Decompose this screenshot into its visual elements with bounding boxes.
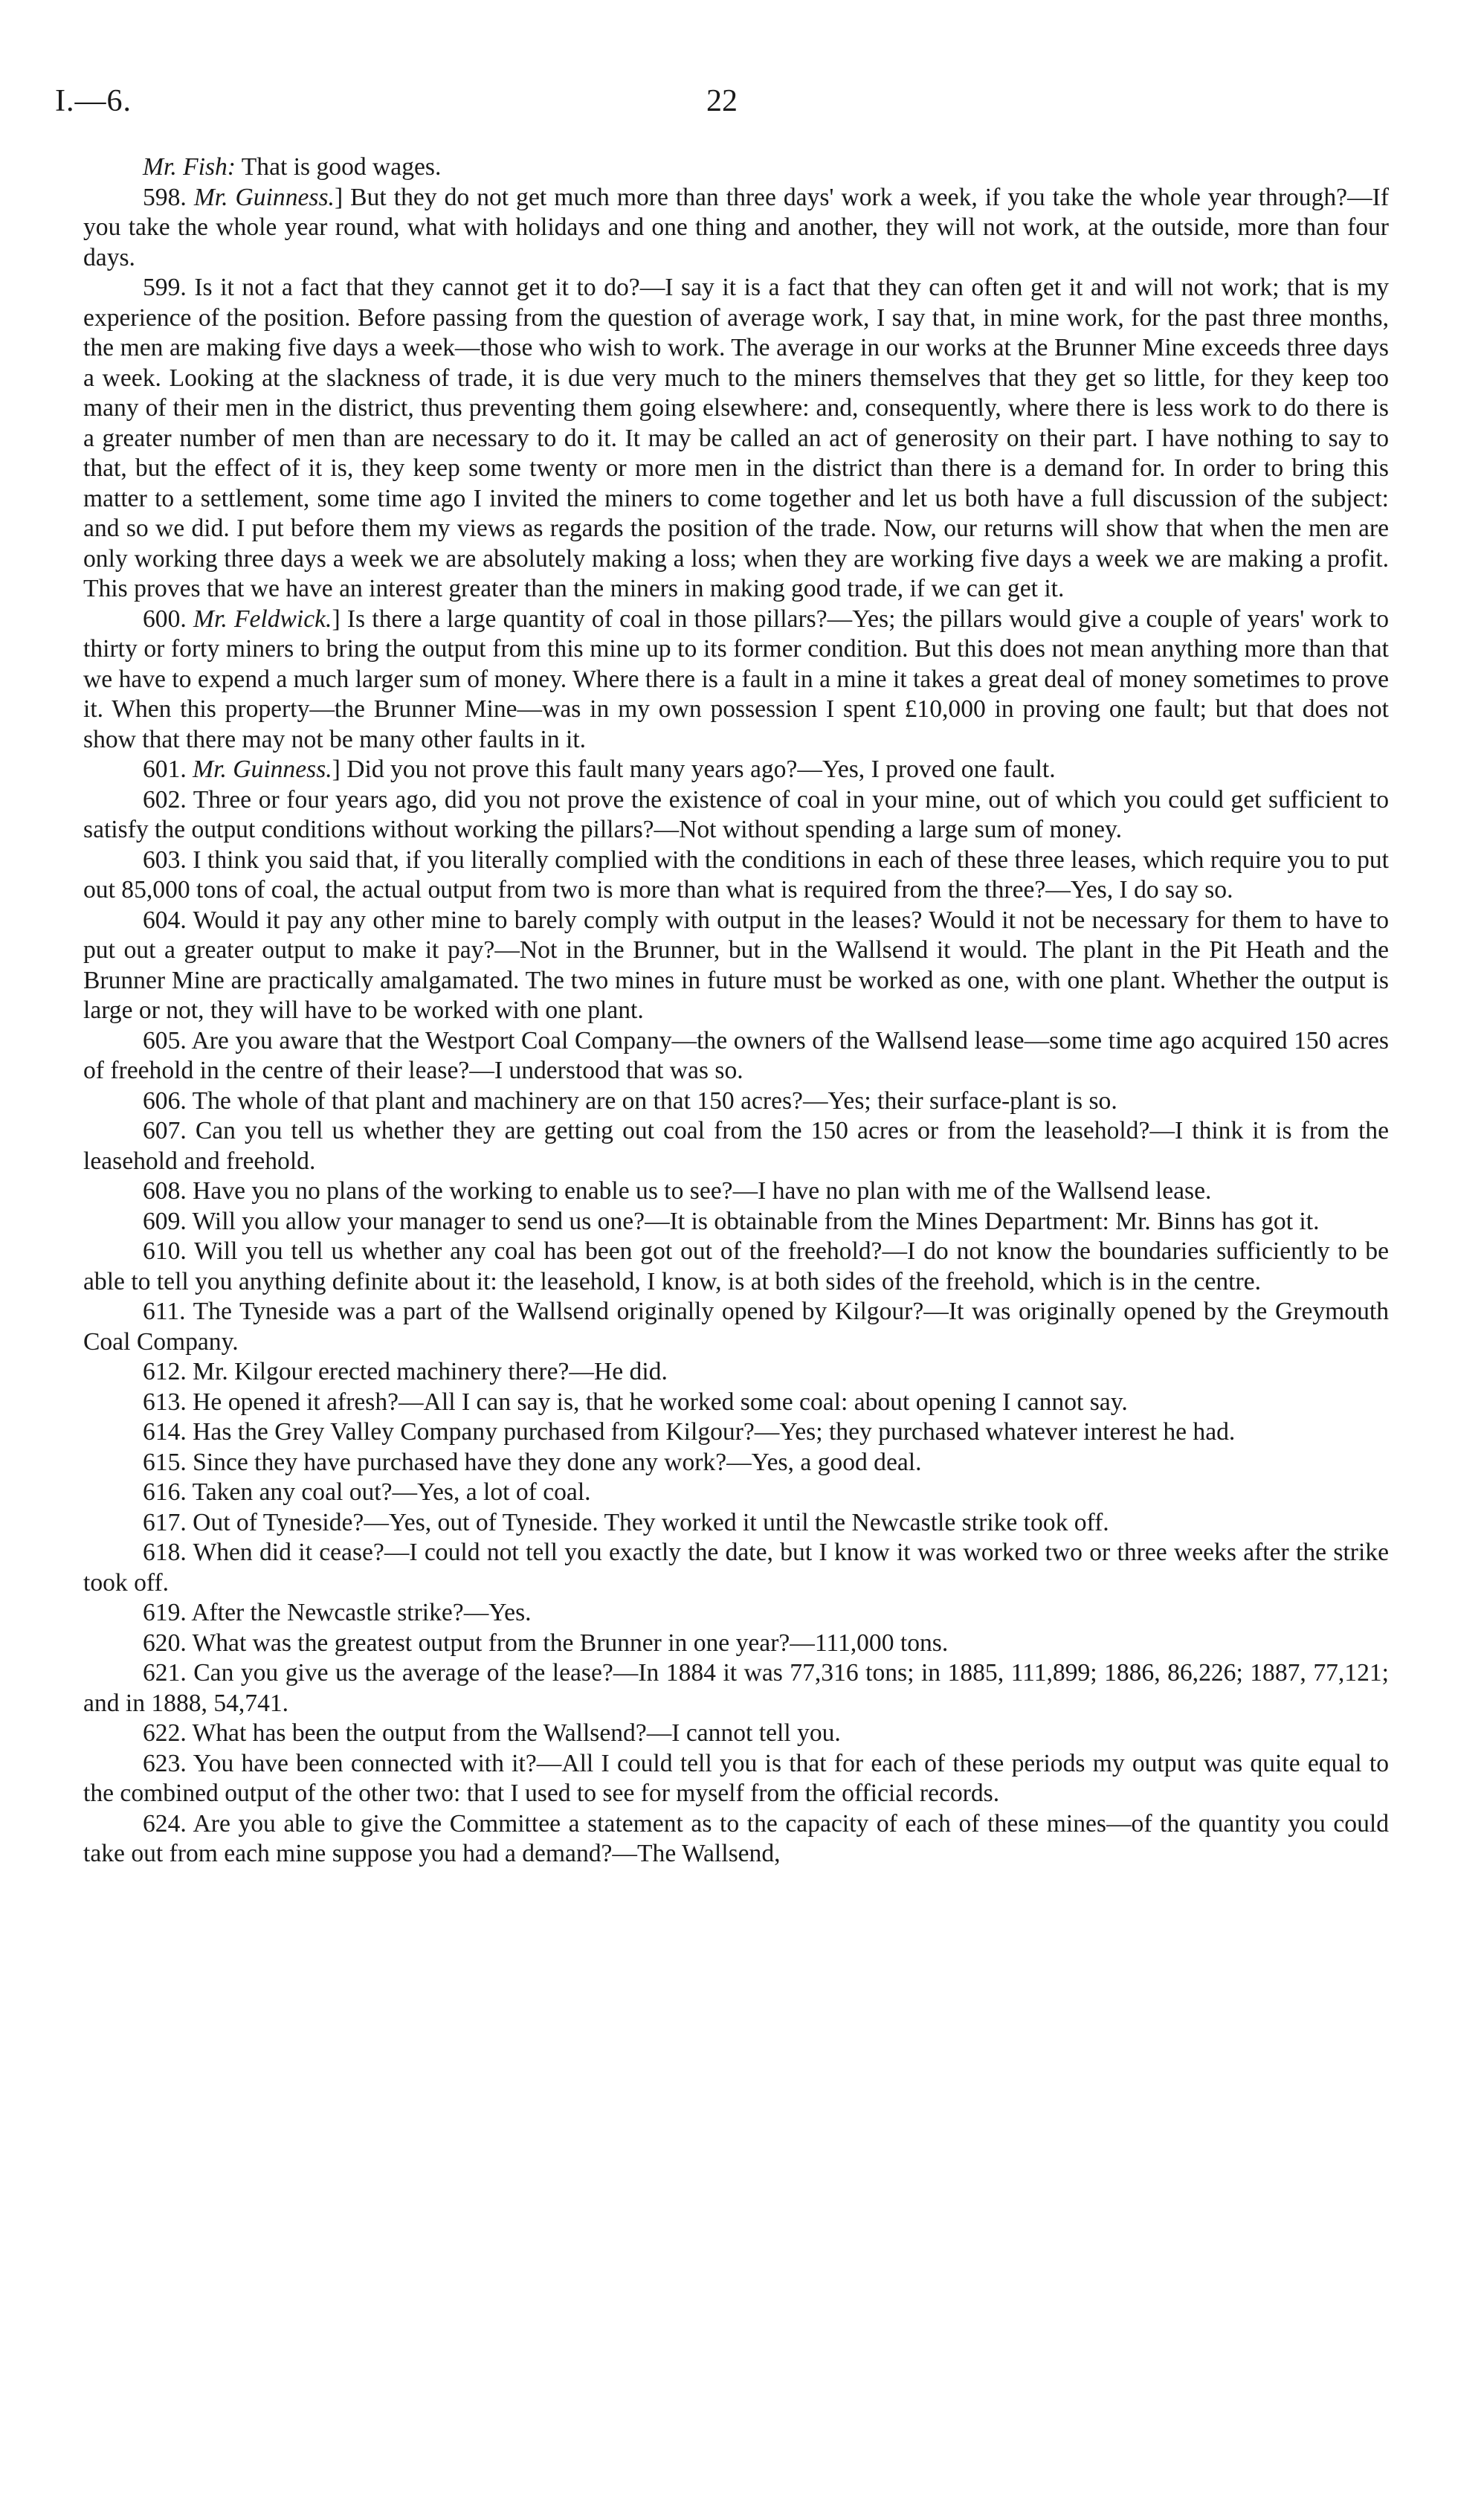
question-number: 600. xyxy=(143,605,187,633)
question-number: 615. xyxy=(143,1448,187,1476)
question-number: 604. xyxy=(143,906,187,934)
paragraph-text: Can you tell us whether they are getting out coal from the 150 acres or from the leasehold?—I think it is from the leasehold and freehold. xyxy=(83,1117,1389,1175)
question-number: 622. xyxy=(143,1719,187,1747)
paragraph-text: Has the Grey Valley Company purchased from Kilgour?—Yes; they purchased whatever interest he had. xyxy=(193,1418,1236,1446)
evidence-paragraph xyxy=(83,1598,1389,1629)
evidence-paragraph xyxy=(83,1658,1389,1719)
speaker-name: Mr. Guinness. xyxy=(193,183,335,211)
paragraph-text: Will you allow your manager to send us one?—It is obtainable from the Mines Department: Mr. Binns has got it. xyxy=(192,1207,1320,1235)
question-number: 605. xyxy=(143,1026,187,1054)
question-number: 612. xyxy=(143,1358,187,1385)
evidence-paragraph xyxy=(83,906,1389,1026)
question-number: 599. xyxy=(143,274,187,301)
question-number: 618. xyxy=(143,1539,187,1566)
paragraph-text: Mr. Kilgour erected machinery there?—He did. xyxy=(193,1358,668,1385)
evidence-paragraph xyxy=(83,1026,1389,1086)
question-number: 624. xyxy=(143,1809,187,1838)
evidence-paragraph xyxy=(83,605,1389,756)
paragraph-text: Have you no plans of the working to enable us to see?—I have no plan with me of the Wallsend lease. xyxy=(193,1177,1212,1205)
speaker-name: Mr. Guinness. xyxy=(193,756,332,783)
page-header xyxy=(0,83,1484,135)
evidence-paragraph xyxy=(83,1809,1389,1869)
page-number: 22 xyxy=(706,84,738,118)
question-number: 606. xyxy=(143,1086,187,1115)
paragraph-text: Is it not a fact that they cannot get it to do?—I say it is a fact that they can often get it and will not work; that is my experience of the position. Before passing from the question of average work, I say that, in mine work, for the past three months, the men are making five days a week—those who wish to work. The average in our works at the Brunner Mine exceeds three days a week. Looking at the slackness of trade, it is due very much to the miners themselves that they get so little, for they keep too many of their men in the district, thus preventing them going elsewhere: and, consequently, where there is less work to do there is a greater number of men than are necessary to do it. It may be called an act of generosity on their part. I have nothing to say to that, but the effect of it is, they keep some twenty or more men in the district than there is a demand for. In order to bring this matter to a settlement, some time ago I invited the miners to come together and let us both have a full discussion of the subject: and so we did. I put before them my views as regards the position of the trade. Now, our returns will show that when the men are only working three days a week we are absolutely making a loss; when they are working five days a week we are making a profit. This proves that we have an interest greater than the miners in making good trade, if we can get it. xyxy=(83,274,1389,602)
evidence-paragraph xyxy=(83,1388,1389,1418)
paragraph-text: You have been connected with it?—All I could tell you is that for each of these periods my output was quite equal to the combined output of the other two: that I used to see for myself from the official records. xyxy=(83,1749,1389,1807)
evidence-paragraph xyxy=(83,1116,1389,1176)
speaker-name: Mr. Feldwick. xyxy=(193,605,332,633)
paragraph-text: What was the greatest output from the Brunner in one year?—111,000 tons. xyxy=(192,1629,949,1657)
evidence-paragraph xyxy=(83,1538,1389,1598)
speaker-separator: ] xyxy=(334,183,343,211)
document-reference: I.—6. xyxy=(55,84,132,118)
evidence-paragraph xyxy=(83,183,1389,274)
evidence-paragraph xyxy=(83,1749,1389,1809)
question-number: 616. xyxy=(143,1478,187,1506)
question-number: 602. xyxy=(143,785,187,814)
question-number: 621. xyxy=(143,1659,187,1687)
evidence-paragraph xyxy=(83,1176,1389,1207)
question-number: 608. xyxy=(143,1177,187,1205)
paragraph-text: Three or four years ago, did you not prove the existence of coal in your mine, out of which you could get sufficient to satisfy the output conditions without working the pillars?—Not without spending a large sum of money. xyxy=(83,785,1389,843)
question-number: 611. xyxy=(143,1298,186,1325)
paragraph-text: What has been the output from the Wallsend?—I cannot tell you. xyxy=(192,1719,841,1747)
evidence-paragraph xyxy=(83,273,1389,605)
question-number: 598. xyxy=(143,183,187,211)
evidence-paragraph xyxy=(83,152,1389,183)
speaker-separator: ] xyxy=(332,605,341,633)
paragraph-text: Would it pay any other mine to barely comply with output in the leases? Would it not be necessary for them to have to put out a greater output to make it pay?—Not in the Brunner, but in the Wallsend it would. The plant in the Pit Heath and the Brunner Mine are practically amalgamated. The two mines in future must be worked as one, with one plant. Whether the output is large or not, they will have to be worked with one plant. xyxy=(83,906,1389,1024)
question-number: 617. xyxy=(143,1508,187,1536)
evidence-paragraph xyxy=(83,755,1389,785)
evidence-paragraph xyxy=(83,1508,1389,1539)
paragraph-text: Did you not prove this fault many years ago?—Yes, I proved one fault. xyxy=(340,756,1056,783)
paragraph-text: After the Newcastle strike?—Yes. xyxy=(191,1599,532,1626)
paragraph-text: Are you aware that the Westport Coal Company—the owners of the Wallsend lease—some time ago acquired 150 acres of freehold in the centre of their lease?—I understood that was so. xyxy=(83,1026,1390,1084)
paragraph-text: Will you tell us whether any coal has been got out of the freehold?—I do not know the boundaries sufficiently to be able to tell you anything definite about it: the leasehold, I know, is at both sides of the freehold, which is in the centre. xyxy=(83,1237,1389,1295)
paragraph-text: That is good wages. xyxy=(235,153,442,181)
evidence-paragraph xyxy=(83,1719,1389,1749)
question-number: 613. xyxy=(143,1388,187,1416)
evidence-paragraph xyxy=(83,1448,1389,1478)
question-number: 620. xyxy=(143,1629,187,1657)
paragraph-text: Are you able to give the Committee a statement as to the capacity of each of these mines—of the quantity you could take out from each mine suppose you had a demand?—The Wallsend, xyxy=(83,1809,1389,1867)
paragraph-text: Since they have purchased have they done any work?—Yes, a good deal. xyxy=(193,1448,922,1476)
paragraph-text: But they do not get much more than three days' work a week, if you take the whole year through?—If you take the whole year round, what with holidays and one thing and another, they will not work, at the outside, more than four days. xyxy=(83,183,1390,271)
evidence-paragraph xyxy=(83,785,1389,846)
speaker-name: Mr. Fish: xyxy=(143,153,236,181)
evidence-paragraph xyxy=(83,1297,1389,1357)
paragraph-text: The whole of that plant and machinery are on that 150 acres?—Yes; their surface-plant is so. xyxy=(192,1086,1117,1115)
evidence-paragraph xyxy=(83,1357,1389,1388)
question-number: 623. xyxy=(143,1749,187,1777)
evidence-paragraph xyxy=(83,1478,1389,1508)
question-number: 601. xyxy=(143,756,187,783)
paragraph-text: Out of Tyneside?—Yes, out of Tyneside. They worked it until the Newcastle strike took off. xyxy=(193,1508,1109,1536)
evidence-paragraph xyxy=(83,1207,1389,1237)
question-number: 614. xyxy=(143,1418,187,1446)
paragraph-text: I think you said that, if you literally complied with the conditions in each of these three leases, which require you to put out 85,000 tons of coal, the actual output from two is more than what is required from the three?—Yes, I do say so. xyxy=(83,846,1389,904)
evidence-paragraph xyxy=(83,1629,1389,1659)
paragraph-text: The Tyneside was a part of the Wallsend originally opened by Kilgour?—It was originally opened by the Greymouth Coal Company. xyxy=(83,1298,1389,1356)
question-number: 619. xyxy=(143,1599,187,1626)
paragraph-text: Taken any coal out?—Yes, a lot of coal. xyxy=(192,1478,591,1506)
evidence-body xyxy=(83,152,1389,1869)
speaker-separator: ] xyxy=(332,756,341,783)
paragraph-text: Is there a large quantity of coal in those pillars?—Yes; the pillars would give a couple of years' work to thirty or forty miners to bring the output from this mine up to its former condition. But this does not mean anything more than that we have to expend a much larger sum of money. Where there is a fault in a mine it takes a great deal of money sometimes to prove it. When this property—the Brunner Mine—was in my own possession I spent £10,000 in proving one fault; but that does not show that there may not be many other faults in it. xyxy=(83,605,1389,753)
question-number: 610. xyxy=(143,1237,187,1265)
question-number: 607. xyxy=(143,1117,187,1144)
paragraph-text: Can you give us the average of the lease?—In 1884 it was 77,316 tons; in 1885, 111,899; 1886, 86,226; 1887, 77,121; and in 1888, 54,741. xyxy=(83,1659,1389,1717)
question-number: 609. xyxy=(143,1207,187,1235)
evidence-paragraph xyxy=(83,1237,1389,1297)
paragraph-text: When did it cease?—I could not tell you exactly the date, but I know it was worked two or three weeks after the strike took off. xyxy=(83,1539,1389,1597)
evidence-paragraph xyxy=(83,1086,1389,1117)
evidence-paragraph xyxy=(83,846,1389,906)
evidence-paragraph xyxy=(83,1417,1389,1448)
paragraph-text: He opened it afresh?—All I can say is, that he worked some coal: about opening I cannot say. xyxy=(193,1388,1128,1416)
question-number: 603. xyxy=(143,846,187,874)
